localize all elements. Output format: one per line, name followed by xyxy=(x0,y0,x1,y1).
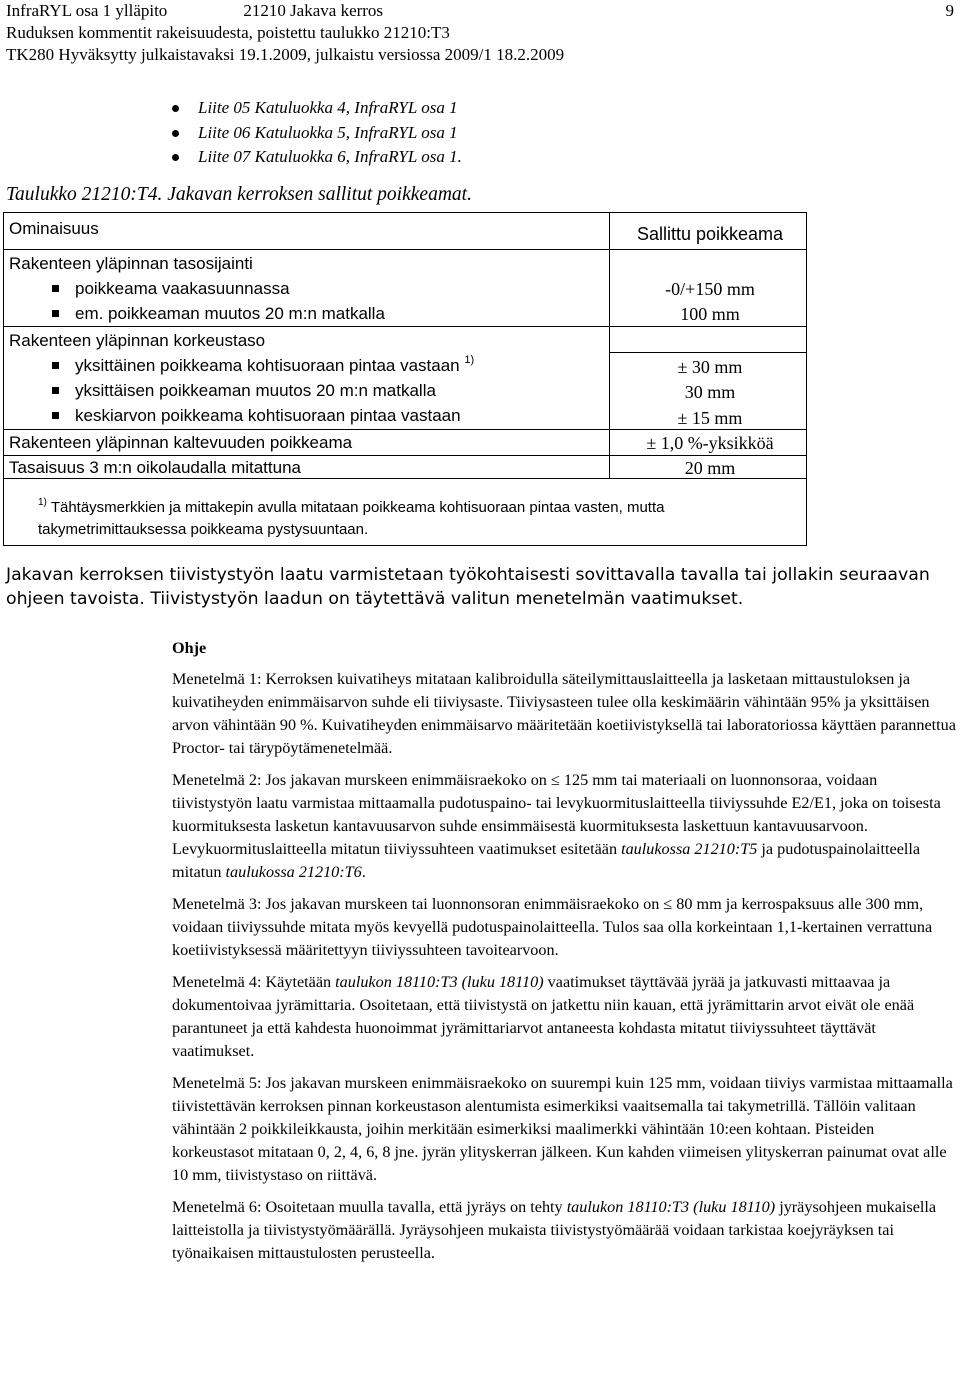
deviation-value: ± 30 mm xyxy=(677,357,743,377)
table-reference: taulukossa 21210:T6 xyxy=(225,863,362,881)
deviation-value: 30 mm xyxy=(684,382,736,402)
bullet-icon xyxy=(172,130,179,137)
table-row: Tasaisuus 3 m:n oikolaudalla mitattuna xyxy=(9,458,301,477)
table-reference: taulukon 18110:T3 (luku 18110) xyxy=(335,973,544,991)
appendix-list xyxy=(172,96,462,170)
table-rule xyxy=(609,352,806,353)
group-title: Rakenteen yläpinnan tasosijainti xyxy=(9,254,253,273)
header-line-1 xyxy=(6,0,564,22)
table-row: keskiarvon poikkeama kohtisuoraan pintaa vastaan xyxy=(52,405,461,427)
page-number: 9 xyxy=(945,1,954,20)
table-row: yksittäinen poikkeama kohtisuoraan pintaa vastaan $^{1)}$ xyxy=(52,355,474,377)
method-1: Menetelmä 1: Kerroksen kuivatiheys mitataan kalibroidulla säteilymittauslaitteella ja lasketaan mittaustuloksen ja kuivatiheyden enimmäisarvon suhde eli tiiviysaste. Tiiviysasteen tulee olla keskimäärin vähintään 95% ja yksittäisen arvon vähintään 90 %. Kuivatiheyden enimmäisarvo määritetään koetiivistyksellä tai laboratoriossa käyttäen parannettua Proctor- tai tärypöytämenetelmää. xyxy=(172,670,956,757)
table-title: Jakavan kerroksen sallitut poikkeamat. xyxy=(167,184,472,205)
less-equal-symbol: ≤ xyxy=(663,895,673,913)
list-item: Liite 07 Katuluokka 6, InfraRYL osa 1. xyxy=(172,145,462,170)
list-item: Liite 05 Katuluokka 4, InfraRYL osa 1 xyxy=(172,96,462,121)
bullet-icon xyxy=(172,154,179,161)
column-header-property: Ominaisuus xyxy=(9,219,99,238)
header-line-3: TK280 Hyväksytty julkaistavaksi 19.1.2009, julkaistu versiossa 2009/1 18.2.2009 xyxy=(6,45,565,64)
table-footnote: $^{1)}$ Tähtäysmerkkien ja mittakepin avulla mitataan poikkeama kohtisuoraan pintaa vasten, mutta takymetrimittauksessa poikkeama pystysuuntaan. xyxy=(38,497,665,538)
table-rule xyxy=(4,249,806,250)
deviation-value: -0/+150 mm xyxy=(665,279,755,299)
deviation-value: ± 1,0 %-yksikköä xyxy=(646,433,774,453)
page-header xyxy=(6,0,564,66)
table-reference: taulukon 18110:T3 (luku 18110) xyxy=(566,1198,776,1216)
table-rule xyxy=(4,429,806,430)
table-rule xyxy=(4,455,806,456)
group-title: Rakenteen yläpinnan korkeustaso xyxy=(9,331,266,350)
square-bullet-icon xyxy=(52,285,59,292)
deviation-value: 100 mm xyxy=(680,304,740,324)
table-reference: taulukossa 21210:T5 xyxy=(621,840,758,858)
table-caption xyxy=(6,183,472,207)
bullet-icon xyxy=(172,105,179,112)
method-5: Menetelmä 5: Jos jakavan murskeen enimmäisraekoko on suurempi kuin 125 mm, voidaan tiiviys varmistaa mittaamalla tiivistettävän kerroksen pinnan korkeustason alentumista esimerkiksi vaaitsemalla tai takymetrillä. Tällöin valitaan vähintään 2 poikkileikkausta, joihin merkitään esimerkiksi maalimerkki vähintään 10:een kohtaan. Pisteiden korkeustasot mitataan 0, 2, 4, 6, 8 jne. jyrän ylityskerran jälkeen. Kun kahden viimeisen ylityskerran painumat ovat alle 10 mm, tiivistystaso on riittävä. xyxy=(172,1074,953,1184)
square-bullet-icon xyxy=(52,362,59,369)
method-4: Menetelmä 4: Käytetään taulukon 18110:T3 (luku 18110) vaatimukset täyttävää jyrää ja jatkuvasti mittaavaa ja dokumentoivaa jyrämittaria. Osoitetaan, että tiivistystä on jatkettu niin kauan, että jyrämittarin arvot eivät ole enää parantuneet ja että kahdesta huonoimmat jyrämittariarvot antaneesta kohdasta mitatut tiiviyssuhteet täyttävät vaatimukset. xyxy=(172,973,915,1060)
footnote-mark: 1) xyxy=(38,497,47,508)
deviation-table xyxy=(3,212,807,546)
table-row: Rakenteen yläpinnan kaltevuuden poikkeama xyxy=(9,433,353,452)
deviation-value: 20 mm xyxy=(684,458,736,478)
footnote-ref: 1) xyxy=(464,354,475,366)
table-divider xyxy=(609,213,610,478)
list-item: Liite 06 Katuluokka 5, InfraRYL osa 1 xyxy=(172,121,462,146)
table-row: yksittäisen poikkeaman muutos 20 m:n matkalla xyxy=(52,380,436,402)
less-equal-symbol: ≤ xyxy=(550,771,560,789)
square-bullet-icon xyxy=(52,387,59,394)
header-line-2: Ruduksen kommentit rakeisuudesta, poistettu taulukko 21210:T3 xyxy=(6,23,450,42)
square-bullet-icon xyxy=(52,310,59,317)
method-3: Menetelmä 3: Jos jakavan murskeen tai luonnonsoran enimmäisraekoko on ≤ 80 mm ja kerrospaksuus alle 300 mm, voidaan tiiviyssuhde mitata myös kevyellä pudotuspainolaitteella. Tulos saa olla korkeintaan 1,1-kertainen verrattuna koetiivistyksessä määritettyyn tiiviyssuhteen tavoitearvoon. xyxy=(172,895,933,959)
method-6: Menetelmä 6: Osoitetaan muulla tavalla, että jyräys on tehty taulukon 18110:T3 (luku 18110) jyräysohjeen mukaisella laitteistolla ja tiivistystyömäärällä. Jyräysohjeen mukaista tiivistystyömäärää voidaan tarkistaa koejyräyksen tai työnaikaisen mittaustulosten perusteella. xyxy=(172,1198,937,1262)
intro-paragraph: Jakavan kerroksen tiivistystyön laatu varmistetaan työkohtaisesti sovittavalla tavalla tai jollakin seuraavan ohjeen tavoista. Tiivistystyön laadun on täytettävä valitun menetelmän vaatimukset. xyxy=(6,565,930,609)
table-rule xyxy=(4,326,609,327)
square-bullet-icon xyxy=(52,412,59,419)
guideline-section xyxy=(172,637,956,1274)
table-rule xyxy=(609,326,806,327)
table-number: Taulukko 21210:T4. xyxy=(6,184,163,205)
guideline-title: Ohje xyxy=(172,639,207,657)
header-section: 21210 Jakava kerros xyxy=(243,1,384,20)
deviation-value: ± 15 mm xyxy=(677,408,743,428)
column-header-deviation: Sallittu poikkeama xyxy=(636,224,784,244)
table-row: em. poikkeaman muutos 20 m:n matkalla xyxy=(52,303,385,325)
method-2: Menetelmä 2: Jos jakavan murskeen enimmäisraekoko on ≤ 125 mm tai materiaali on luonnonsoraa, voidaan tiivistystyön laatu varmistaa mittaamalla pudotuspaino- tai levykuormituslaitteella tiiviyssuhde E2/E1, joka on toisesta kuormituksesta lasketun kantavuusarvon suhde ensimmäisestä kuormituksesta laskettuun kantavuusarvoon. Levykuormituslaitteella mitatun tiiviyssuhteen vaatimukset esitetään taulukossa 21210:T5 ja pudotuspainolaitteella mitatun taulukossa 21210:T6. xyxy=(172,771,941,881)
header-doc-title: InfraRYL osa 1 ylläpito xyxy=(6,1,168,20)
table-row: poikkeama vaakasuunnassa xyxy=(52,278,290,300)
